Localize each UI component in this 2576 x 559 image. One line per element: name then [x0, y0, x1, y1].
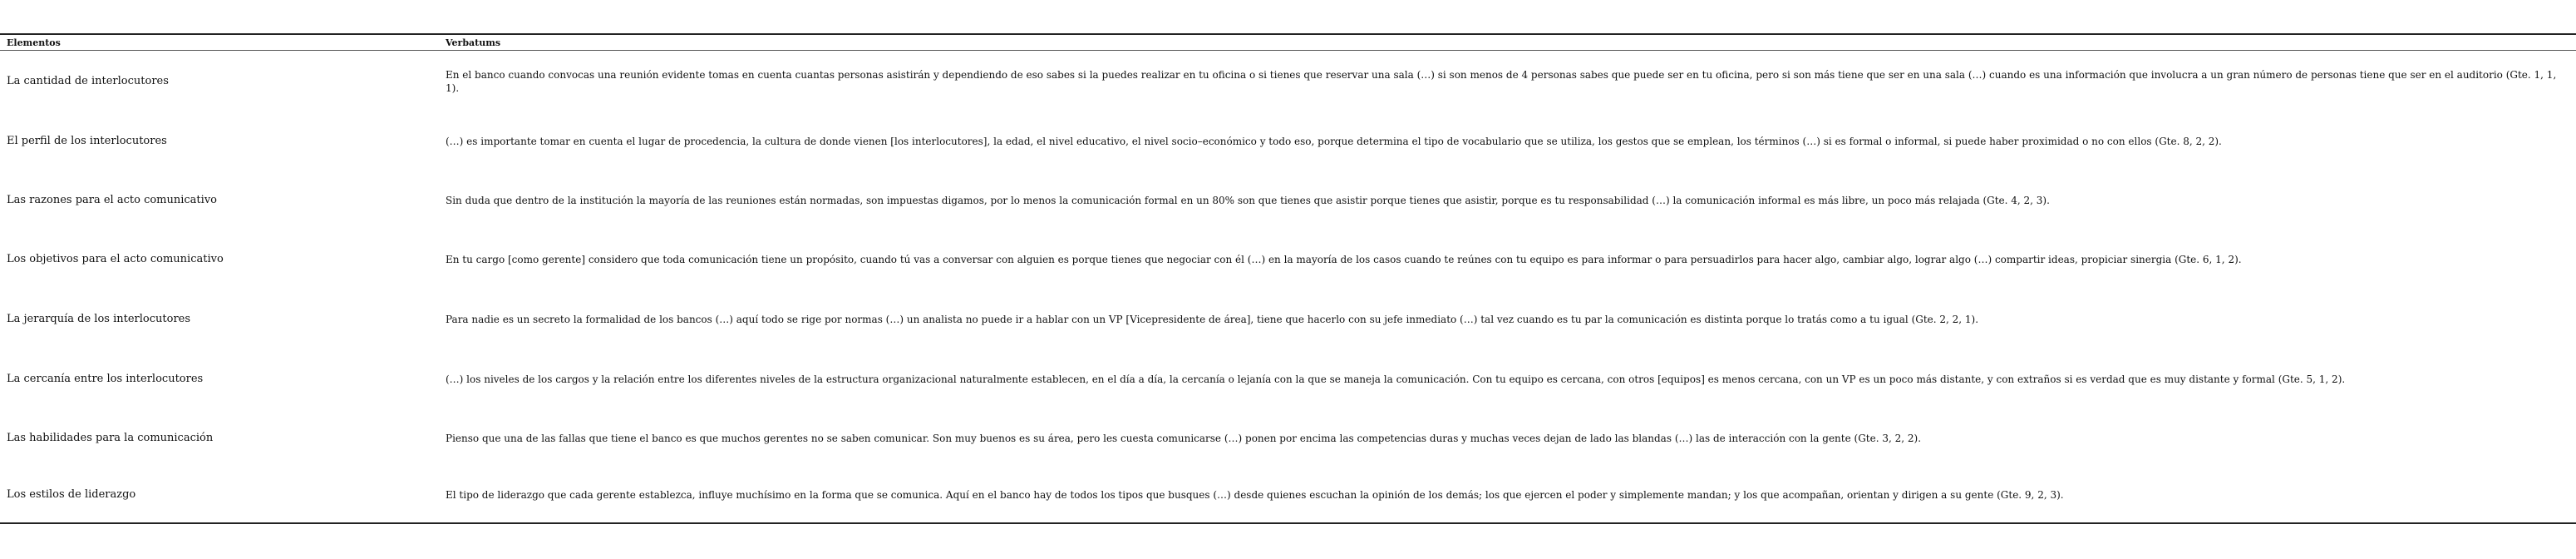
verbatim-cell: En tu cargo [como gerente] considero que toda comunicación tiene un propósito, cuando tú vas a conversar con alguien es porque tienes que negociar con él (…) en la mayoría de los casos cuando te reúnes con tu equipo es para informar o para persuadirlos para hacer algo, cambiar algo, lograr algo (…) compartir ideas, propiciar sinergia (Gte. 6, 1, 2). [446, 254, 2242, 265]
verbatim-cell: Para nadie es un secreto la formalidad de los bancos (…) aquí todo se rige por normas (…) un analista no puede ir a hablar con un VP [Vicepresidente de área], tiene que hacerlo con su jefe inmediato (…) tal vez cuando es tu par la comunicación es distinta porque lo tratás como a tu igual (Gte. 2, 2, 1). [446, 314, 1979, 325]
verbatim-table [0, 33, 2576, 524]
element-cell: La jerarquía de los interlocutores [7, 313, 191, 325]
table-row [0, 289, 2576, 349]
element-cell: Las razones para el acto comunicativo [7, 194, 217, 206]
table-row [0, 230, 2576, 289]
table-row [0, 349, 2576, 409]
table-header-row [0, 35, 2576, 50]
header-elements: Elementos [7, 37, 61, 48]
table-row [0, 409, 2576, 467]
table-row [0, 171, 2576, 230]
table-row [0, 111, 2576, 171]
header-verbatims: Verbatums [446, 37, 501, 48]
verbatim-cell: (…) los niveles de los cargos y la relación entre los diferentes niveles de la estructura organizacional naturalmente establecen, en el día a día, la cercanía o lejanía con la que se maneja la comunicación. Con tu equipo es cercana, con otros [equipos] es menos cercana, con un VP es un poco más distante, y con extraños si es verdad que es muy distante y formal (Gte. 5, 1, 2). [446, 373, 2346, 385]
table-row [0, 467, 2576, 522]
element-cell: Las habilidades para la comunicación [7, 432, 214, 444]
verbatim-cell: (…) es importante tomar en cuenta el lugar de procedencia, la cultura de donde vienen [los interlocutores], la edad, el nivel educativo, el nivel socio–económico y todo eso, porque determina el tipo de vocabulario que se utiliza, los gestos que se emplean, los términos (…) si es formal o informal, si puede haber proximidad o no con ellos (Gte. 8, 2, 2). [446, 136, 2222, 147]
verbatim-cell: El tipo de liderazgo que cada gerente establezca, influye muchísimo en la forma que se comunica. Aquí en el banco hay de todos los tipos que busques (…) desde quienes escuchan la opinión de los demás; los que ejercen el poder y simplemente mandan; y los que acompañan, orientan y dirigen a su gente (Gte. 9, 2, 3). [446, 489, 2064, 501]
verbatim-cell: En el banco cuando convocas una reunión evidente tomas en cuenta cuantas personas asistirán y dependiendo de eso sabes si la puedes realizar en tu oficina o si tienes que reservar una sala (…) si son menos de 4 personas sabes que puede ser en tu oficina, pero si son más tiene que ser en una sala (…) cuando es una información que involucra a un gran número de personas tiene que ser en el auditorio (Gte. 1, 1, 1). [446, 68, 2557, 94]
element-cell: Los estilos de liderazgo [7, 488, 136, 501]
element-cell: La cantidad de interlocutores [7, 74, 169, 87]
table-bottom-rule [0, 522, 2576, 524]
verbatim-cell: Sin duda que dentro de la institución la mayoría de las reuniones están normadas, son impuestas digamos, por lo menos la comunicación formal en un 80% son que tienes que asistir porque tienes que asistir, porque es tu responsabilidad (…) la comunicación informal es más libre, un poco más relajada (Gte. 4, 2, 3). [446, 195, 2050, 206]
table-row [0, 51, 2576, 111]
verbatim-cell: Pienso que una de las fallas que tiene el banco es que muchos gerentes no se saben comunicar. Son muy buenos es su área, pero les cuesta comunicarse (…) ponen por encima las competencias duras y muchas veces dejan de lado las blandas (…) las de interacción con la gente (Gte. 3, 2, 2). [446, 433, 1922, 444]
element-cell: La cercanía entre los interlocutores [7, 373, 204, 385]
element-cell: Los objetivos para el acto comunicativo [7, 253, 224, 265]
element-cell: El perfil de los interlocutores [7, 135, 167, 147]
